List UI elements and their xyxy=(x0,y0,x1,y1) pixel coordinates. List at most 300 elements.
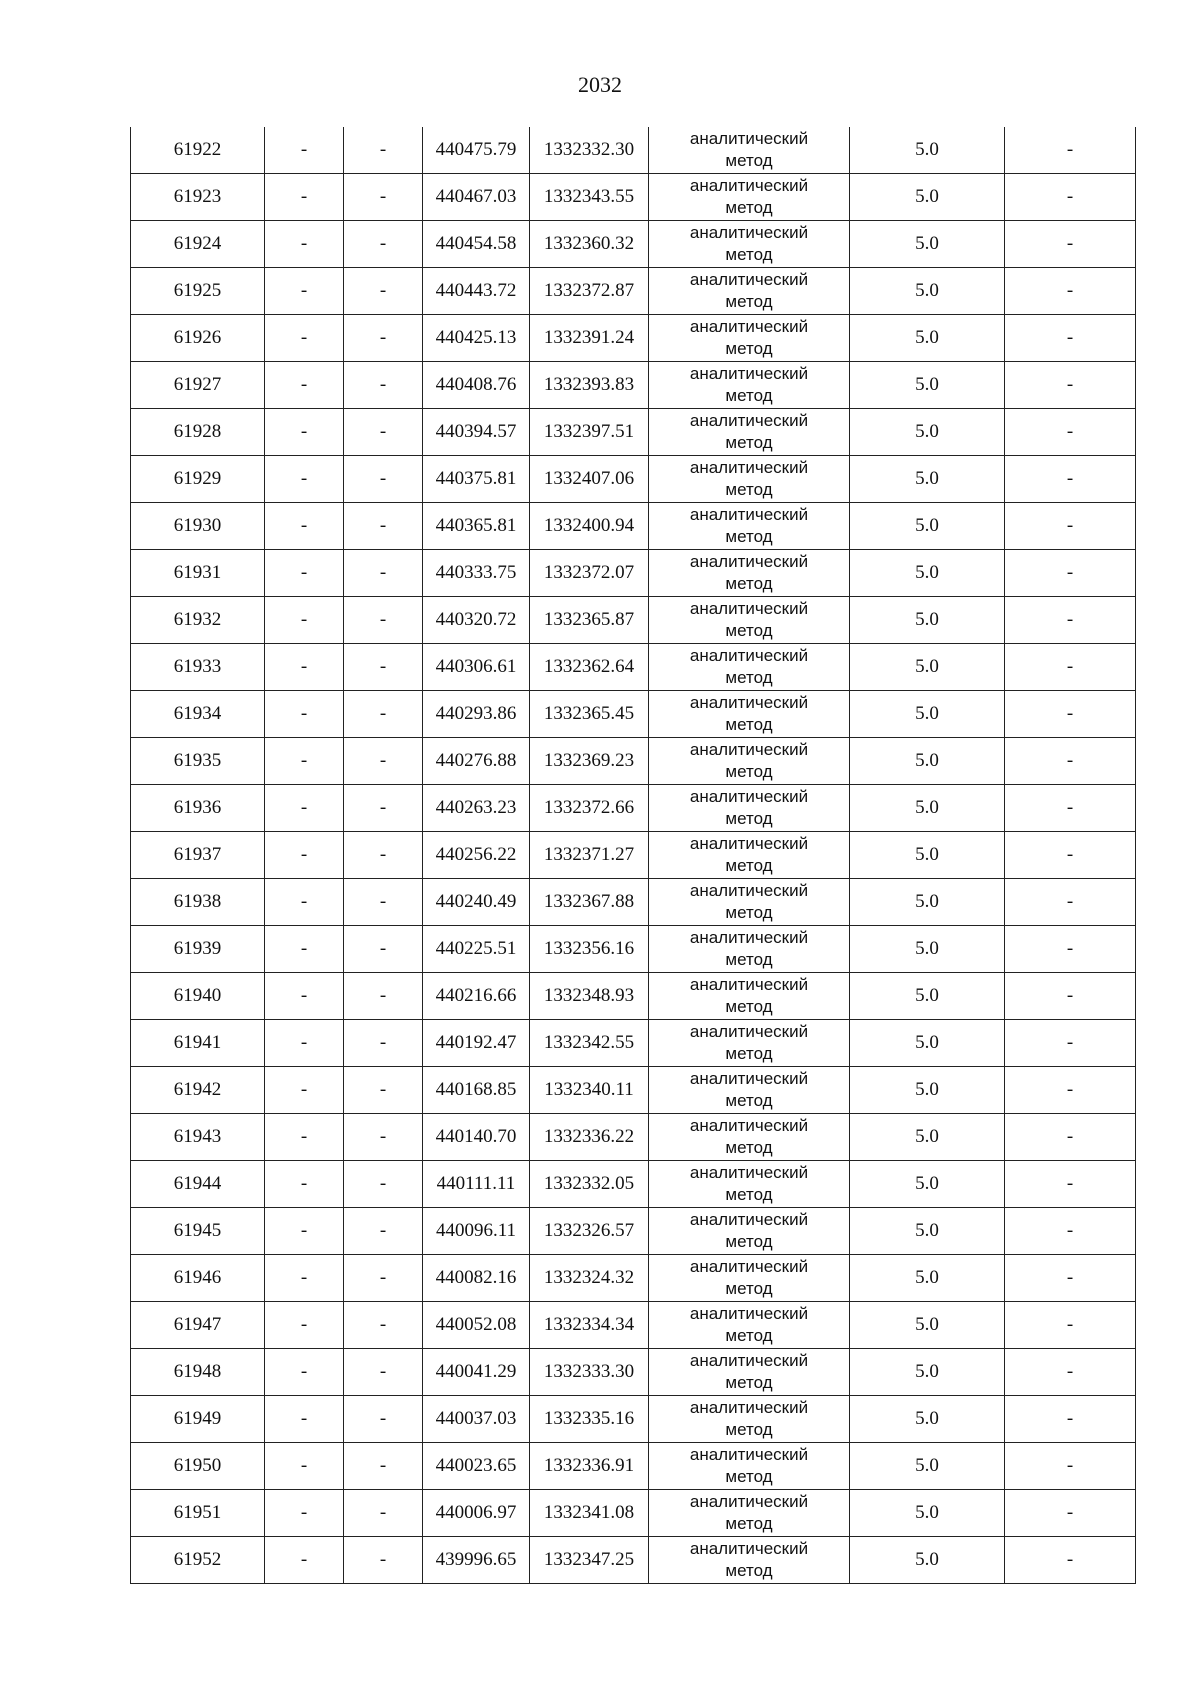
method-line-1: аналитический xyxy=(689,552,809,571)
column-3-cell: - xyxy=(344,1208,423,1255)
column-3-cell: - xyxy=(344,1067,423,1114)
y-coordinate-cell: 1332356.16 xyxy=(530,926,649,973)
point-number-cell: 61931 xyxy=(131,550,265,597)
y-coordinate-cell: 1332333.30 xyxy=(530,1349,649,1396)
method-line-2: метод xyxy=(725,1420,773,1439)
method-line-1: аналитический xyxy=(689,1116,809,1135)
column-2-cell: - xyxy=(265,1067,344,1114)
method-cell xyxy=(649,644,850,691)
y-coordinate-cell: 1332332.30 xyxy=(530,127,649,174)
point-number-cell: 61946 xyxy=(131,1255,265,1302)
y-coordinate-cell: 1332400.94 xyxy=(530,503,649,550)
y-coordinate-cell: 1332340.11 xyxy=(530,1067,649,1114)
accuracy-cell: 5.0 xyxy=(850,268,1005,315)
x-coordinate-cell: 440320.72 xyxy=(423,597,530,644)
accuracy-cell: 5.0 xyxy=(850,362,1005,409)
y-coordinate-cell: 1332369.23 xyxy=(530,738,649,785)
x-coordinate-cell: 440006.97 xyxy=(423,1490,530,1537)
accuracy-cell: 5.0 xyxy=(850,738,1005,785)
accuracy-cell: 5.0 xyxy=(850,1537,1005,1584)
column-8-cell: - xyxy=(1005,409,1136,456)
column-8-cell: - xyxy=(1005,738,1136,785)
y-coordinate-cell: 1332348.93 xyxy=(530,973,649,1020)
method-line-2: метод xyxy=(725,292,773,311)
table-row xyxy=(131,832,1136,879)
method-cell xyxy=(649,832,850,879)
column-3-cell: - xyxy=(344,1114,423,1161)
x-coordinate-cell: 440365.81 xyxy=(423,503,530,550)
method-line-2: метод xyxy=(725,198,773,217)
accuracy-cell: 5.0 xyxy=(850,1490,1005,1537)
column-3-cell: - xyxy=(344,1396,423,1443)
y-coordinate-cell: 1332342.55 xyxy=(530,1020,649,1067)
accuracy-cell: 5.0 xyxy=(850,879,1005,926)
column-2-cell: - xyxy=(265,1208,344,1255)
column-2-cell: - xyxy=(265,1349,344,1396)
column-2-cell: - xyxy=(265,973,344,1020)
method-line-2: метод xyxy=(725,433,773,452)
column-3-cell: - xyxy=(344,738,423,785)
method-cell xyxy=(649,879,850,926)
x-coordinate-cell: 440041.29 xyxy=(423,1349,530,1396)
point-number-cell: 61944 xyxy=(131,1161,265,1208)
method-cell xyxy=(649,362,850,409)
method-cell xyxy=(649,315,850,362)
column-3-cell: - xyxy=(344,1537,423,1584)
accuracy-cell: 5.0 xyxy=(850,550,1005,597)
method-cell xyxy=(649,691,850,738)
x-coordinate-cell: 440140.70 xyxy=(423,1114,530,1161)
column-2-cell: - xyxy=(265,1537,344,1584)
column-2-cell: - xyxy=(265,409,344,456)
y-coordinate-cell: 1332336.22 xyxy=(530,1114,649,1161)
x-coordinate-cell: 440443.72 xyxy=(423,268,530,315)
table-row xyxy=(131,1020,1136,1067)
method-line-1: аналитический xyxy=(689,599,809,618)
method-line-2: метод xyxy=(725,1232,773,1251)
column-3-cell: - xyxy=(344,550,423,597)
column-3-cell: - xyxy=(344,503,423,550)
column-2-cell: - xyxy=(265,644,344,691)
method-line-2: метод xyxy=(725,715,773,734)
x-coordinate-cell: 440240.49 xyxy=(423,879,530,926)
method-line-1: аналитический xyxy=(689,317,809,336)
point-number-cell: 61942 xyxy=(131,1067,265,1114)
y-coordinate-cell: 1332336.91 xyxy=(530,1443,649,1490)
point-number-cell: 61952 xyxy=(131,1537,265,1584)
point-number-cell: 61930 xyxy=(131,503,265,550)
table-row xyxy=(131,973,1136,1020)
method-cell xyxy=(649,1349,850,1396)
method-cell xyxy=(649,1208,850,1255)
column-3-cell: - xyxy=(344,1490,423,1537)
column-8-cell: - xyxy=(1005,127,1136,174)
table-row xyxy=(131,1255,1136,1302)
method-cell xyxy=(649,738,850,785)
table-row xyxy=(131,174,1136,221)
table-row xyxy=(131,456,1136,503)
method-line-2: метод xyxy=(725,762,773,781)
column-8-cell: - xyxy=(1005,691,1136,738)
table-row xyxy=(131,221,1136,268)
column-8-cell: - xyxy=(1005,268,1136,315)
column-8-cell: - xyxy=(1005,879,1136,926)
method-line-2: метод xyxy=(725,668,773,687)
method-cell xyxy=(649,1537,850,1584)
table-row xyxy=(131,1161,1136,1208)
column-2-cell: - xyxy=(265,362,344,409)
method-line-1: аналитический xyxy=(689,787,809,806)
x-coordinate-cell: 440425.13 xyxy=(423,315,530,362)
column-3-cell: - xyxy=(344,1349,423,1396)
column-2-cell: - xyxy=(265,1255,344,1302)
table-row xyxy=(131,127,1136,174)
table-row xyxy=(131,738,1136,785)
column-2-cell: - xyxy=(265,926,344,973)
column-2-cell: - xyxy=(265,1161,344,1208)
accuracy-cell: 5.0 xyxy=(850,221,1005,268)
column-2-cell: - xyxy=(265,1114,344,1161)
table-row xyxy=(131,315,1136,362)
method-line-1: аналитический xyxy=(689,1492,809,1511)
method-cell xyxy=(649,1396,850,1443)
point-number-cell: 61941 xyxy=(131,1020,265,1067)
x-coordinate-cell: 440225.51 xyxy=(423,926,530,973)
accuracy-cell: 5.0 xyxy=(850,1396,1005,1443)
table-row xyxy=(131,268,1136,315)
column-8-cell: - xyxy=(1005,832,1136,879)
method-line-1: аналитический xyxy=(689,129,809,148)
column-2-cell: - xyxy=(265,1396,344,1443)
method-line-1: аналитический xyxy=(689,646,809,665)
point-number-cell: 61938 xyxy=(131,879,265,926)
method-line-2: метод xyxy=(725,339,773,358)
method-cell xyxy=(649,268,850,315)
method-line-1: аналитический xyxy=(689,364,809,383)
column-2-cell: - xyxy=(265,315,344,362)
y-coordinate-cell: 1332372.66 xyxy=(530,785,649,832)
column-3-cell: - xyxy=(344,1255,423,1302)
table-row xyxy=(131,879,1136,926)
method-cell xyxy=(649,1020,850,1067)
accuracy-cell: 5.0 xyxy=(850,1443,1005,1490)
method-line-1: аналитический xyxy=(689,270,809,289)
method-cell xyxy=(649,785,850,832)
accuracy-cell: 5.0 xyxy=(850,1349,1005,1396)
column-2-cell: - xyxy=(265,221,344,268)
point-number-cell: 61949 xyxy=(131,1396,265,1443)
method-cell xyxy=(649,1255,850,1302)
accuracy-cell: 5.0 xyxy=(850,973,1005,1020)
x-coordinate-cell: 440333.75 xyxy=(423,550,530,597)
y-coordinate-cell: 1332360.32 xyxy=(530,221,649,268)
point-number-cell: 61935 xyxy=(131,738,265,785)
y-coordinate-cell: 1332371.27 xyxy=(530,832,649,879)
column-8-cell: - xyxy=(1005,503,1136,550)
column-3-cell: - xyxy=(344,268,423,315)
method-line-1: аналитический xyxy=(689,693,809,712)
x-coordinate-cell: 440467.03 xyxy=(423,174,530,221)
method-line-1: аналитический xyxy=(689,1257,809,1276)
method-line-1: аналитический xyxy=(689,1539,809,1558)
accuracy-cell: 5.0 xyxy=(850,1114,1005,1161)
accuracy-cell: 5.0 xyxy=(850,1020,1005,1067)
method-line-2: метод xyxy=(725,1044,773,1063)
method-line-2: метод xyxy=(725,574,773,593)
y-coordinate-cell: 1332393.83 xyxy=(530,362,649,409)
point-number-cell: 61951 xyxy=(131,1490,265,1537)
accuracy-cell: 5.0 xyxy=(850,785,1005,832)
column-3-cell: - xyxy=(344,127,423,174)
column-2-cell: - xyxy=(265,832,344,879)
column-3-cell: - xyxy=(344,973,423,1020)
method-cell xyxy=(649,503,850,550)
x-coordinate-cell: 440052.08 xyxy=(423,1302,530,1349)
table-row xyxy=(131,1537,1136,1584)
accuracy-cell: 5.0 xyxy=(850,315,1005,362)
x-coordinate-cell: 440082.16 xyxy=(423,1255,530,1302)
x-coordinate-cell: 440276.88 xyxy=(423,738,530,785)
method-cell xyxy=(649,221,850,268)
x-coordinate-cell: 439996.65 xyxy=(423,1537,530,1584)
y-coordinate-cell: 1332326.57 xyxy=(530,1208,649,1255)
y-coordinate-cell: 1332365.87 xyxy=(530,597,649,644)
y-coordinate-cell: 1332372.87 xyxy=(530,268,649,315)
column-2-cell: - xyxy=(265,268,344,315)
point-number-cell: 61924 xyxy=(131,221,265,268)
method-line-1: аналитический xyxy=(689,1022,809,1041)
x-coordinate-cell: 440023.65 xyxy=(423,1443,530,1490)
column-3-cell: - xyxy=(344,785,423,832)
accuracy-cell: 5.0 xyxy=(850,127,1005,174)
table-row xyxy=(131,503,1136,550)
point-number-cell: 61927 xyxy=(131,362,265,409)
point-number-cell: 61948 xyxy=(131,1349,265,1396)
point-number-cell: 61925 xyxy=(131,268,265,315)
column-8-cell: - xyxy=(1005,1067,1136,1114)
method-cell xyxy=(649,1302,850,1349)
method-line-2: метод xyxy=(725,997,773,1016)
column-2-cell: - xyxy=(265,456,344,503)
accuracy-cell: 5.0 xyxy=(850,503,1005,550)
y-coordinate-cell: 1332365.45 xyxy=(530,691,649,738)
accuracy-cell: 5.0 xyxy=(850,926,1005,973)
page-number: 2032 xyxy=(578,72,622,97)
method-line-1: аналитический xyxy=(689,505,809,524)
method-line-2: метод xyxy=(725,1514,773,1533)
method-line-2: метод xyxy=(725,809,773,828)
point-number-cell: 61945 xyxy=(131,1208,265,1255)
table-row xyxy=(131,1443,1136,1490)
table-row xyxy=(131,1208,1136,1255)
column-2-cell: - xyxy=(265,174,344,221)
x-coordinate-cell: 440096.11 xyxy=(423,1208,530,1255)
y-coordinate-cell: 1332367.88 xyxy=(530,879,649,926)
column-2-cell: - xyxy=(265,879,344,926)
point-number-cell: 61933 xyxy=(131,644,265,691)
method-line-2: метод xyxy=(725,621,773,640)
y-coordinate-cell: 1332324.32 xyxy=(530,1255,649,1302)
point-number-cell: 61932 xyxy=(131,597,265,644)
y-coordinate-cell: 1332347.25 xyxy=(530,1537,649,1584)
accuracy-cell: 5.0 xyxy=(850,1255,1005,1302)
table-row xyxy=(131,1396,1136,1443)
accuracy-cell: 5.0 xyxy=(850,1161,1005,1208)
column-2-cell: - xyxy=(265,785,344,832)
column-8-cell: - xyxy=(1005,597,1136,644)
column-8-cell: - xyxy=(1005,1161,1136,1208)
point-number-cell: 61947 xyxy=(131,1302,265,1349)
column-8-cell: - xyxy=(1005,785,1136,832)
method-line-2: метод xyxy=(725,1561,773,1580)
column-3-cell: - xyxy=(344,1302,423,1349)
column-8-cell: - xyxy=(1005,1349,1136,1396)
method-cell xyxy=(649,973,850,1020)
accuracy-cell: 5.0 xyxy=(850,1208,1005,1255)
table-row xyxy=(131,1349,1136,1396)
column-8-cell: - xyxy=(1005,1537,1136,1584)
method-line-2: метод xyxy=(725,1138,773,1157)
column-8-cell: - xyxy=(1005,221,1136,268)
method-line-2: метод xyxy=(725,1326,773,1345)
column-3-cell: - xyxy=(344,1443,423,1490)
method-cell xyxy=(649,456,850,503)
column-8-cell: - xyxy=(1005,456,1136,503)
accuracy-cell: 5.0 xyxy=(850,691,1005,738)
method-line-1: аналитический xyxy=(689,1351,809,1370)
method-cell xyxy=(649,1161,850,1208)
method-cell xyxy=(649,174,850,221)
method-cell xyxy=(649,550,850,597)
method-cell xyxy=(649,1443,850,1490)
accuracy-cell: 5.0 xyxy=(850,832,1005,879)
column-3-cell: - xyxy=(344,691,423,738)
column-8-cell: - xyxy=(1005,1208,1136,1255)
method-line-2: метод xyxy=(725,151,773,170)
point-number-cell: 61923 xyxy=(131,174,265,221)
y-coordinate-cell: 1332362.64 xyxy=(530,644,649,691)
method-cell xyxy=(649,127,850,174)
column-8-cell: - xyxy=(1005,362,1136,409)
y-coordinate-cell: 1332341.08 xyxy=(530,1490,649,1537)
coordinates-table xyxy=(130,127,1136,1584)
table-row xyxy=(131,926,1136,973)
accuracy-cell: 5.0 xyxy=(850,644,1005,691)
table-row xyxy=(131,362,1136,409)
method-line-1: аналитический xyxy=(689,458,809,477)
column-3-cell: - xyxy=(344,1161,423,1208)
method-line-1: аналитический xyxy=(689,740,809,759)
x-coordinate-cell: 440216.66 xyxy=(423,973,530,1020)
column-2-cell: - xyxy=(265,1020,344,1067)
method-line-1: аналитический xyxy=(689,881,809,900)
table-row xyxy=(131,597,1136,644)
point-number-cell: 61926 xyxy=(131,315,265,362)
point-number-cell: 61939 xyxy=(131,926,265,973)
method-line-2: метод xyxy=(725,527,773,546)
column-8-cell: - xyxy=(1005,1490,1136,1537)
accuracy-cell: 5.0 xyxy=(850,456,1005,503)
x-coordinate-cell: 440192.47 xyxy=(423,1020,530,1067)
method-line-1: аналитический xyxy=(689,975,809,994)
method-line-1: аналитический xyxy=(689,928,809,947)
accuracy-cell: 5.0 xyxy=(850,1302,1005,1349)
x-coordinate-cell: 440475.79 xyxy=(423,127,530,174)
point-number-cell: 61922 xyxy=(131,127,265,174)
column-2-cell: - xyxy=(265,1490,344,1537)
point-number-cell: 61928 xyxy=(131,409,265,456)
method-line-1: аналитический xyxy=(689,1304,809,1323)
accuracy-cell: 5.0 xyxy=(850,409,1005,456)
method-line-2: метод xyxy=(725,245,773,264)
table-body xyxy=(131,127,1136,1584)
y-coordinate-cell: 1332391.24 xyxy=(530,315,649,362)
table-row xyxy=(131,409,1136,456)
method-line-2: метод xyxy=(725,1373,773,1392)
table-row xyxy=(131,550,1136,597)
column-3-cell: - xyxy=(344,362,423,409)
column-3-cell: - xyxy=(344,456,423,503)
method-line-2: метод xyxy=(725,1279,773,1298)
column-2-cell: - xyxy=(265,738,344,785)
x-coordinate-cell: 440293.86 xyxy=(423,691,530,738)
method-line-2: метод xyxy=(725,1467,773,1486)
method-cell xyxy=(649,409,850,456)
method-line-1: аналитический xyxy=(689,1445,809,1464)
method-cell xyxy=(649,1067,850,1114)
column-3-cell: - xyxy=(344,174,423,221)
column-2-cell: - xyxy=(265,1443,344,1490)
table-row xyxy=(131,644,1136,691)
column-3-cell: - xyxy=(344,926,423,973)
y-coordinate-cell: 1332343.55 xyxy=(530,174,649,221)
method-cell xyxy=(649,926,850,973)
y-coordinate-cell: 1332335.16 xyxy=(530,1396,649,1443)
column-3-cell: - xyxy=(344,879,423,926)
accuracy-cell: 5.0 xyxy=(850,1067,1005,1114)
column-8-cell: - xyxy=(1005,1443,1136,1490)
column-3-cell: - xyxy=(344,644,423,691)
method-line-1: аналитический xyxy=(689,834,809,853)
column-8-cell: - xyxy=(1005,1255,1136,1302)
y-coordinate-cell: 1332397.51 xyxy=(530,409,649,456)
point-number-cell: 61937 xyxy=(131,832,265,879)
x-coordinate-cell: 440306.61 xyxy=(423,644,530,691)
column-3-cell: - xyxy=(344,221,423,268)
column-3-cell: - xyxy=(344,409,423,456)
column-8-cell: - xyxy=(1005,973,1136,1020)
method-line-2: метод xyxy=(725,1185,773,1204)
method-line-2: метод xyxy=(725,856,773,875)
column-2-cell: - xyxy=(265,1302,344,1349)
method-line-1: аналитический xyxy=(689,223,809,242)
x-coordinate-cell: 440111.11 xyxy=(423,1161,530,1208)
y-coordinate-cell: 1332332.05 xyxy=(530,1161,649,1208)
column-2-cell: - xyxy=(265,597,344,644)
x-coordinate-cell: 440375.81 xyxy=(423,456,530,503)
table-row xyxy=(131,691,1136,738)
table-row xyxy=(131,1067,1136,1114)
x-coordinate-cell: 440454.58 xyxy=(423,221,530,268)
x-coordinate-cell: 440256.22 xyxy=(423,832,530,879)
column-3-cell: - xyxy=(344,832,423,879)
point-number-cell: 61936 xyxy=(131,785,265,832)
method-cell xyxy=(649,1114,850,1161)
column-2-cell: - xyxy=(265,691,344,738)
column-8-cell: - xyxy=(1005,1302,1136,1349)
x-coordinate-cell: 440408.76 xyxy=(423,362,530,409)
method-line-2: метод xyxy=(725,950,773,969)
